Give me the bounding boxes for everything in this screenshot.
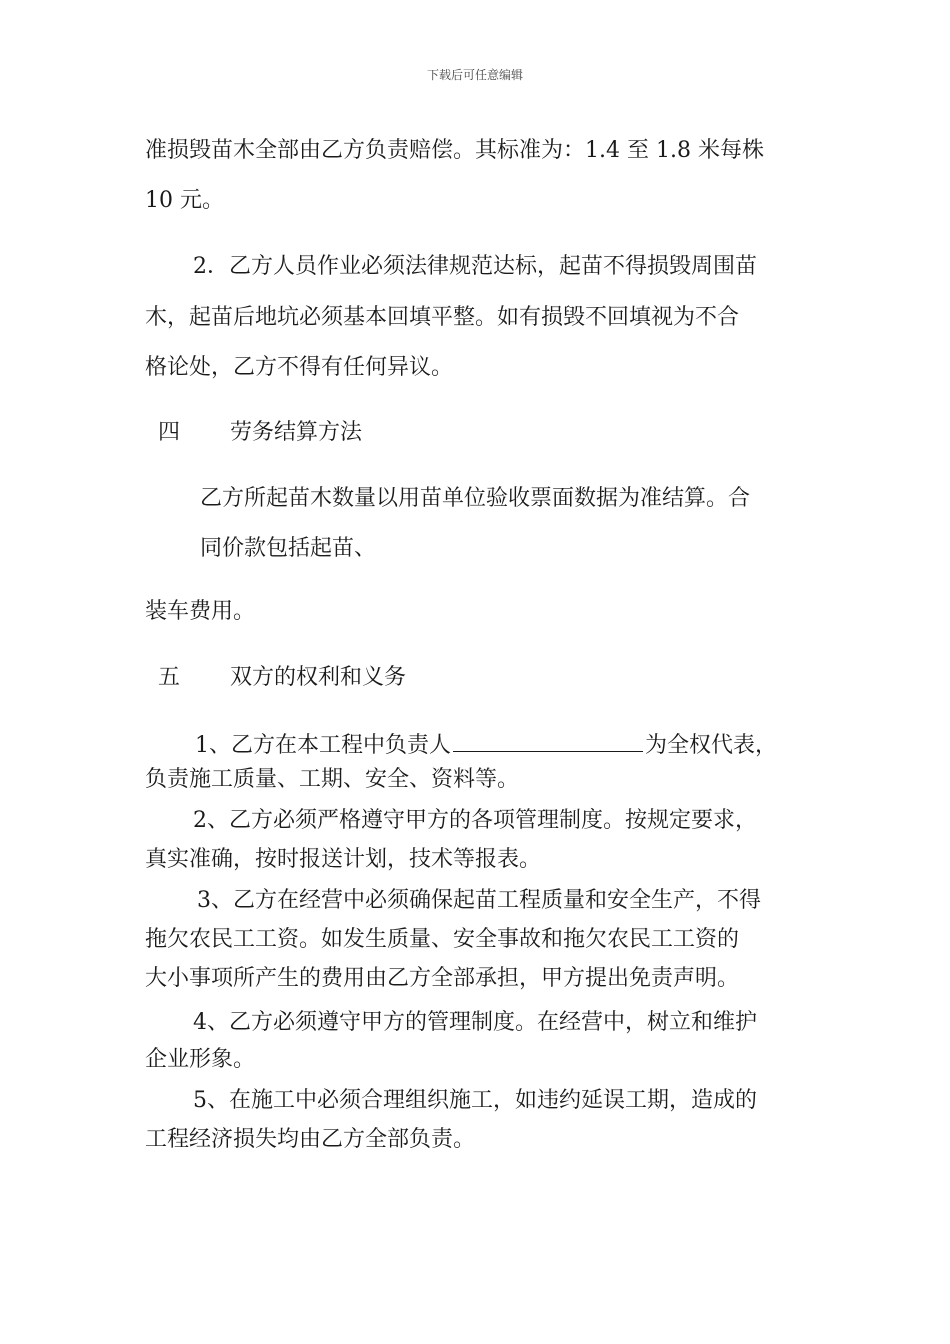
item-line: 5、在施工中必须合理组织施工，如违约延误工期，造成的 — [193, 1088, 757, 1113]
item-line: 工程经济损失均由乙方全部负责。 — [145, 1127, 476, 1152]
section-title: 劳务结算方法 — [230, 420, 363, 445]
section-heading-5 — [158, 663, 828, 693]
blank-underline — [453, 729, 643, 752]
paragraph-line: 同价款包括起苗、 — [200, 536, 377, 561]
item-line: 3、乙方在经营中必须确保起苗工程质量和安全生产，不得 — [197, 888, 761, 913]
item-line: 4、乙方必须遵守甲方的管理制度。在经营中，树立和维护 — [193, 1010, 757, 1035]
section-number: 五 — [158, 665, 181, 690]
item-line: 大小事项所产生的费用由乙方全部承担，甲方提出免责声明。 — [145, 966, 740, 991]
section-title: 双方的权利和义务 — [230, 665, 407, 690]
item-line: 负责施工质量、工期、安全、资料等。 — [145, 767, 520, 792]
section-heading-4 — [158, 418, 828, 448]
paragraph-line: 准损毁苗木全部由乙方负责赔偿。其标准为：1.4 至 1.8 米每株 — [145, 138, 764, 163]
section-number: 四 — [158, 420, 181, 445]
paragraph-line: 装车费用。 — [145, 599, 256, 624]
page-header: 下载后可任意编辑 — [426, 68, 523, 82]
paragraph-line: 10 元。 — [145, 188, 224, 213]
item-line: 2、乙方必须严格遵守甲方的各项管理制度。按规定要求， — [193, 808, 757, 833]
paragraph-line: 木，起苗后地坑必须基本回填平整。如有损毁不回填视为不合 — [145, 305, 740, 330]
item-line — [195, 729, 865, 761]
paragraph-line: 2．乙方人员作业必须法律规范达标，起苗不得损毁周围苗 — [193, 254, 757, 279]
item-line: 企业形象。 — [145, 1047, 256, 1072]
paragraph-line: 格论处，乙方不得有任何异议。 — [145, 355, 454, 380]
item-line: 真实准确，按时报送计划，技术等报表。 — [145, 847, 542, 872]
item-text: 为全权代表， — [645, 733, 778, 758]
item-text: 1、乙方在本工程中负责人 — [195, 733, 451, 758]
item-line: 拖欠农民工工资。如发生质量、安全事故和拖欠农民工工资的 — [145, 927, 740, 952]
paragraph-line: 乙方所起苗木数量以用苗单位验收票面数据为准结算。合 — [200, 486, 751, 511]
